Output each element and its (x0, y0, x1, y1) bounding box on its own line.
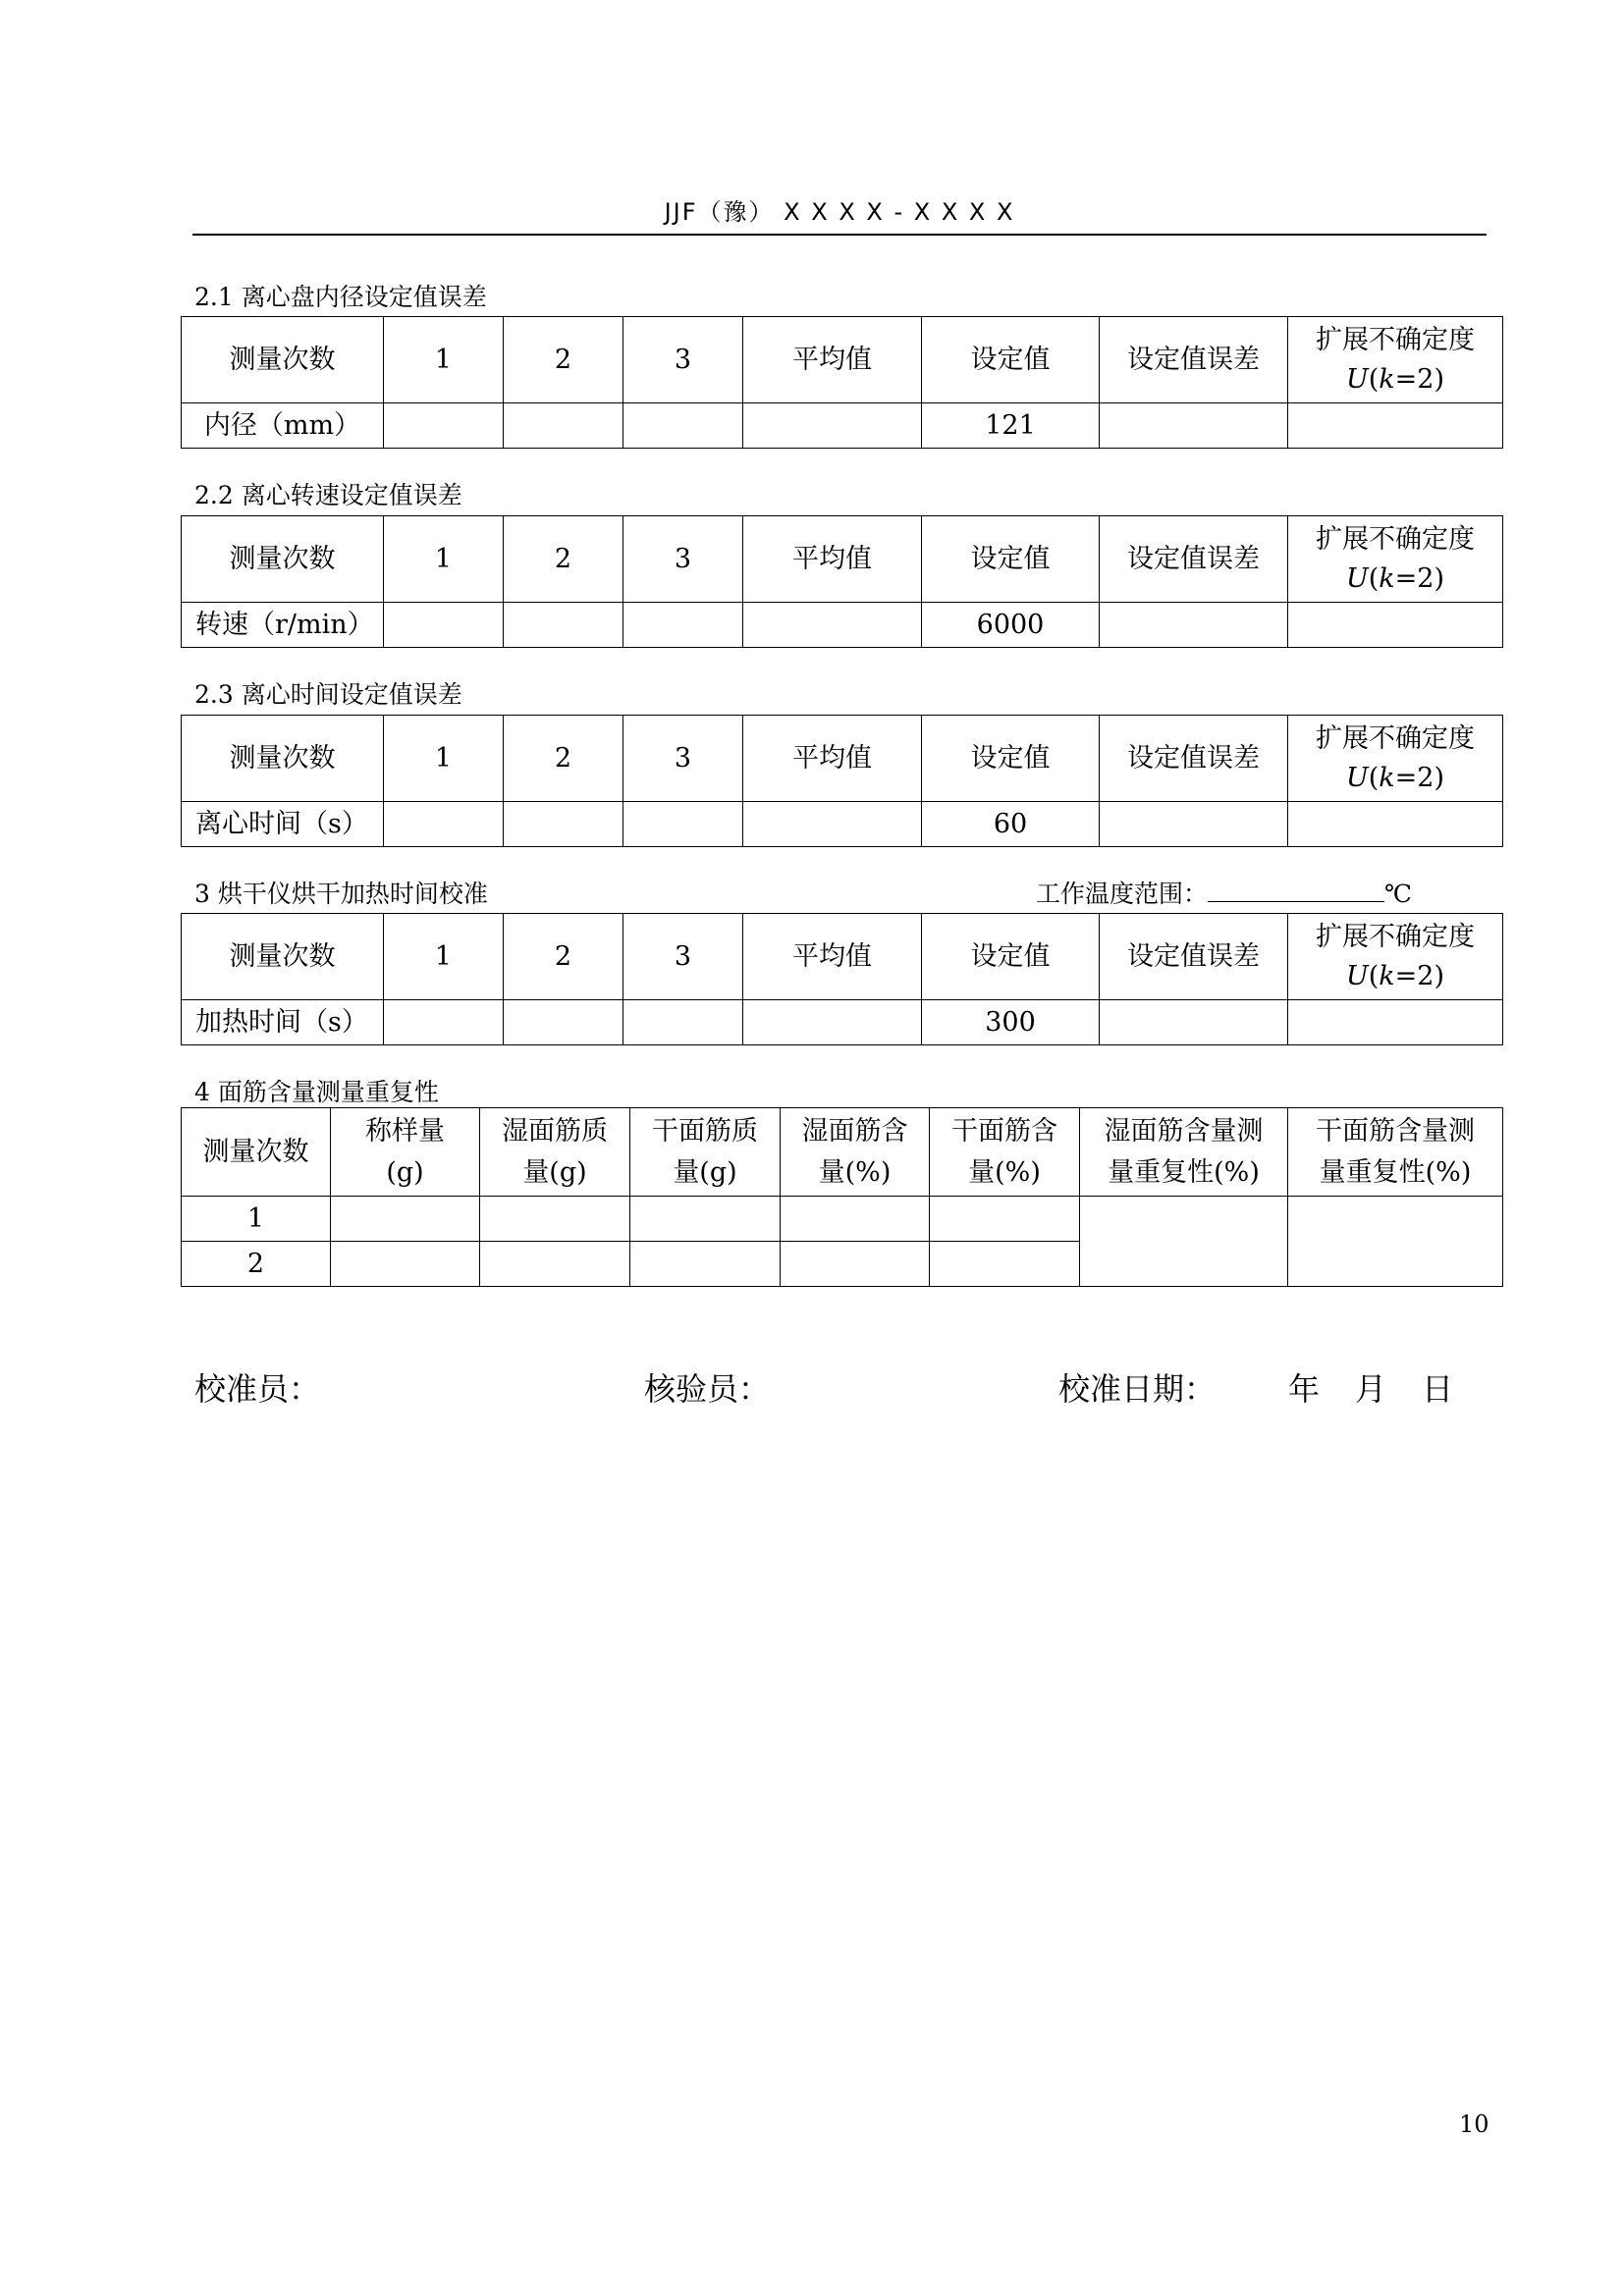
calibrator-label: 校准员： (194, 1370, 321, 1408)
cell-2[interactable] (504, 1000, 623, 1045)
date-month: 月 (1355, 1370, 1387, 1408)
col-set-header: 设定值 (922, 516, 1100, 603)
unc-U: U (1345, 762, 1369, 793)
cell-2[interactable] (504, 603, 623, 648)
cell-avg[interactable] (743, 802, 922, 847)
table-row (182, 802, 1503, 847)
unc-U: U (1345, 363, 1369, 395)
unc-open: ( (1368, 562, 1380, 594)
section-title-3: 3 烘干仪烘干加热时间校准 (194, 880, 488, 908)
col-avg-header: 平均值 (743, 716, 922, 802)
temp-unit: ℃ (1384, 880, 1412, 908)
cell-dry-content[interactable] (930, 1197, 1080, 1242)
col-3-header: 3 (623, 914, 743, 1000)
row-label: 转速（r/min） (182, 603, 384, 648)
col-set-header: 设定值 (922, 317, 1100, 403)
cell-set: 121 (922, 403, 1100, 449)
unc-rest: =2) (1394, 363, 1445, 395)
col-wet-mass-header (480, 1108, 630, 1197)
unc-rest: =2) (1394, 762, 1445, 793)
col-2-header: 2 (504, 516, 623, 603)
col-avg-header: 平均值 (743, 516, 922, 603)
cell-1[interactable] (384, 1000, 504, 1045)
col-3-header: 3 (623, 716, 743, 802)
cell-set: 6000 (922, 603, 1100, 648)
col-err-header: 设定值误差 (1100, 516, 1288, 603)
cell-unc[interactable] (1288, 1000, 1503, 1045)
cell-wet-mass[interactable] (480, 1242, 630, 1287)
unc-k: k (1379, 562, 1395, 594)
section-title-2-1: 2.1 离心盘内径设定值误差 (194, 283, 487, 311)
table-header-row (182, 317, 1503, 403)
cell-set: 60 (922, 802, 1100, 847)
cell-wet-repeatability[interactable] (1080, 1197, 1288, 1287)
col-wet-content-header (781, 1108, 930, 1197)
table-header-row (182, 716, 1503, 802)
unc-open: ( (1368, 363, 1380, 395)
col-1-header: 1 (384, 516, 504, 603)
row-number: 1 (182, 1197, 331, 1242)
row-label: 内径（mm） (182, 403, 384, 449)
cell-dry-content[interactable] (930, 1242, 1080, 1287)
dry-mass-line1: 干面筋质 (652, 1115, 758, 1147)
row-label: 离心时间（s） (182, 802, 384, 847)
table-header-row (182, 516, 1503, 603)
table-centrifuge-time (181, 715, 1503, 847)
table-row (182, 603, 1503, 648)
page-number: 10 (1459, 2110, 1489, 2138)
col-count-header: 测量次数 (182, 716, 384, 802)
unc-k: k (1379, 960, 1395, 991)
cell-1[interactable] (384, 802, 504, 847)
cell-2[interactable] (504, 403, 623, 449)
table-header-row (182, 914, 1503, 1000)
verifier-label: 核验员： (644, 1370, 771, 1408)
dry-content-line1: 干面筋含 (951, 1115, 1057, 1147)
wet-rep-line2: 量重复性(%) (1108, 1156, 1260, 1188)
row-label: 加热时间（s） (182, 1000, 384, 1045)
cell-3[interactable] (623, 603, 743, 648)
col-sample-header (331, 1108, 480, 1197)
header-rule (192, 234, 1487, 236)
dry-rep-line1: 干面筋含量测 (1316, 1115, 1475, 1147)
dry-rep-line2: 量重复性(%) (1319, 1156, 1472, 1188)
col-avg-header: 平均值 (743, 914, 922, 1000)
col-unc-header (1288, 317, 1503, 403)
cell-unc[interactable] (1288, 603, 1503, 648)
col-dry-rep-header (1288, 1108, 1503, 1197)
col-1-header: 1 (384, 716, 504, 802)
header-title: JJF（豫） X X X X - X X X X (664, 198, 1015, 226)
section-title-4: 4 面筋含量测量重复性 (194, 1078, 439, 1106)
cell-err[interactable] (1100, 403, 1288, 449)
col-set-header: 设定值 (922, 716, 1100, 802)
unc-open: ( (1368, 762, 1380, 793)
unc-U: U (1345, 562, 1369, 594)
row-number: 2 (182, 1242, 331, 1287)
cell-avg[interactable] (743, 603, 922, 648)
col-err-header: 设定值误差 (1100, 716, 1288, 802)
col-2-header: 2 (504, 716, 623, 802)
unc-k: k (1379, 762, 1395, 793)
cell-wet-content[interactable] (781, 1197, 930, 1242)
wet-mass-line1: 湿面筋质 (502, 1115, 608, 1147)
calibration-date-label: 校准日期： (1058, 1370, 1217, 1408)
unc-line1: 扩展不确定度 (1316, 722, 1475, 754)
sample-line2: (g) (386, 1156, 424, 1188)
col-unc-header (1288, 516, 1503, 603)
dry-content-line2: 量(%) (968, 1156, 1041, 1188)
cell-1[interactable] (384, 603, 504, 648)
table-header-row (182, 1108, 1503, 1197)
cell-err[interactable] (1100, 1000, 1288, 1045)
col-wet-rep-header (1080, 1108, 1288, 1197)
unc-rest: =2) (1394, 562, 1445, 594)
date-year: 年 (1288, 1370, 1321, 1408)
col-count-header: 测量次数 (182, 317, 384, 403)
section-title-2-3: 2.3 离心时间设定值误差 (194, 680, 462, 709)
col-count-header: 测量次数 (182, 914, 384, 1000)
cell-dry-mass[interactable] (630, 1242, 781, 1287)
col-count-header: 测量次数 (182, 1108, 331, 1197)
table-heating-time (181, 913, 1503, 1045)
table-gluten-repeatability (181, 1107, 1503, 1287)
cell-wet-content[interactable] (781, 1242, 930, 1287)
date-day: 日 (1422, 1370, 1454, 1408)
cell-2[interactable] (504, 802, 623, 847)
table-row (182, 1000, 1503, 1045)
col-3-header: 3 (623, 516, 743, 603)
cell-avg[interactable] (743, 1000, 922, 1045)
col-1-header: 1 (384, 317, 504, 403)
wet-content-line2: 量(%) (818, 1156, 892, 1188)
unc-open: ( (1368, 960, 1380, 991)
cell-set: 300 (922, 1000, 1100, 1045)
col-avg-header: 平均值 (743, 317, 922, 403)
temp-input-line[interactable] (1208, 876, 1384, 902)
cell-wet-mass[interactable] (480, 1197, 630, 1242)
cell-sample[interactable] (331, 1242, 480, 1287)
table-row (182, 1197, 1503, 1242)
cell-err[interactable] (1100, 603, 1288, 648)
temp-label: 工作温度范围： (1036, 880, 1209, 908)
col-count-header: 测量次数 (182, 516, 384, 603)
unc-line1: 扩展不确定度 (1316, 921, 1475, 952)
unc-k: k (1379, 363, 1395, 395)
col-unc-header (1288, 716, 1503, 802)
table-inner-diameter (181, 316, 1503, 449)
col-dry-content-header (930, 1108, 1080, 1197)
working-temperature (1036, 875, 1412, 910)
unc-U: U (1345, 960, 1369, 991)
col-3-header: 3 (623, 317, 743, 403)
cell-3[interactable] (623, 802, 743, 847)
cell-1[interactable] (384, 403, 504, 449)
cell-3[interactable] (623, 1000, 743, 1045)
cell-dry-repeatability[interactable] (1288, 1197, 1503, 1287)
col-err-header: 设定值误差 (1100, 914, 1288, 1000)
cell-unc[interactable] (1288, 802, 1503, 847)
table-rotation-speed (181, 515, 1503, 648)
cell-unc[interactable] (1288, 403, 1503, 449)
col-2-header: 2 (504, 914, 623, 1000)
unc-line1: 扩展不确定度 (1316, 324, 1475, 355)
wet-rep-line1: 湿面筋含量测 (1104, 1115, 1264, 1147)
table-row (182, 403, 1503, 449)
document-header (192, 192, 1487, 236)
cell-err[interactable] (1100, 802, 1288, 847)
col-dry-mass-header (630, 1108, 781, 1197)
cell-avg[interactable] (743, 403, 922, 449)
cell-sample[interactable] (331, 1197, 480, 1242)
cell-3[interactable] (623, 403, 743, 449)
col-2-header: 2 (504, 317, 623, 403)
section-title-2-2: 2.2 离心转速设定值误差 (194, 481, 462, 509)
col-unc-header (1288, 914, 1503, 1000)
wet-mass-line2: 量(g) (522, 1156, 587, 1188)
col-err-header: 设定值误差 (1100, 317, 1288, 403)
sample-line1: 称样量 (365, 1115, 445, 1147)
unc-line1: 扩展不确定度 (1316, 523, 1475, 555)
col-set-header: 设定值 (922, 914, 1100, 1000)
wet-content-line1: 湿面筋含 (801, 1115, 908, 1147)
unc-rest: =2) (1394, 960, 1445, 991)
cell-dry-mass[interactable] (630, 1197, 781, 1242)
col-1-header: 1 (384, 914, 504, 1000)
dry-mass-line2: 量(g) (673, 1156, 737, 1188)
